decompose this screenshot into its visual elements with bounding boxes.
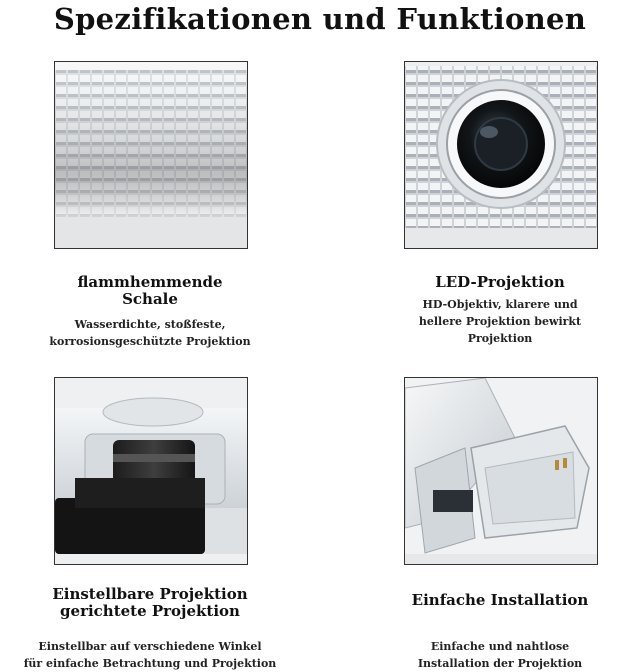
feature-title-line: LED-Projektion (435, 273, 565, 291)
feature-desc-line: Projektion (467, 332, 533, 345)
feature-title-line: flammhemmende (77, 273, 223, 291)
feature-desc-shell (0, 316, 300, 350)
adjustable-projector-photo (54, 377, 248, 565)
feature-desc-line: hellere Projektion bewirkt (418, 315, 582, 328)
feature-title-line: gerichtete Projektion (60, 602, 240, 620)
feature-desc-line: korrosionsgeschützte Projektion (49, 335, 251, 348)
feature-desc-line: für einfache Betrachtung und Projektion (23, 657, 277, 670)
projector-lens-photo (404, 61, 598, 249)
feature-desc-line: Installation der Projektion (417, 657, 583, 670)
feature-desc-adjustable (0, 638, 300, 672)
feature-title-installation (350, 592, 640, 609)
feature-title-adjustable (0, 586, 300, 620)
feature-desc-installation (350, 638, 640, 672)
installation-connector-photo (404, 377, 598, 565)
feature-title-line: Schale (122, 290, 178, 308)
feature-desc-line: Wasserdichte, stoßfeste, (74, 318, 226, 331)
feature-title-line: Einfache Installation (411, 591, 589, 609)
feature-title-line: Einstellbare Projektion (52, 585, 248, 603)
feature-desc-line: Einfache und nahtlose (430, 640, 570, 653)
feature-title-shell (0, 274, 300, 308)
feature-title-led (350, 274, 640, 291)
feature-desc-line: Einstellbar auf verschiedene Winkel (38, 640, 262, 653)
feature-desc-line: HD-Objektiv, klarere und (422, 298, 578, 311)
page-title: Spezifikationen und Funktionen (53, 2, 587, 36)
textured-shell-photo (54, 61, 248, 249)
feature-desc-led (350, 296, 640, 347)
